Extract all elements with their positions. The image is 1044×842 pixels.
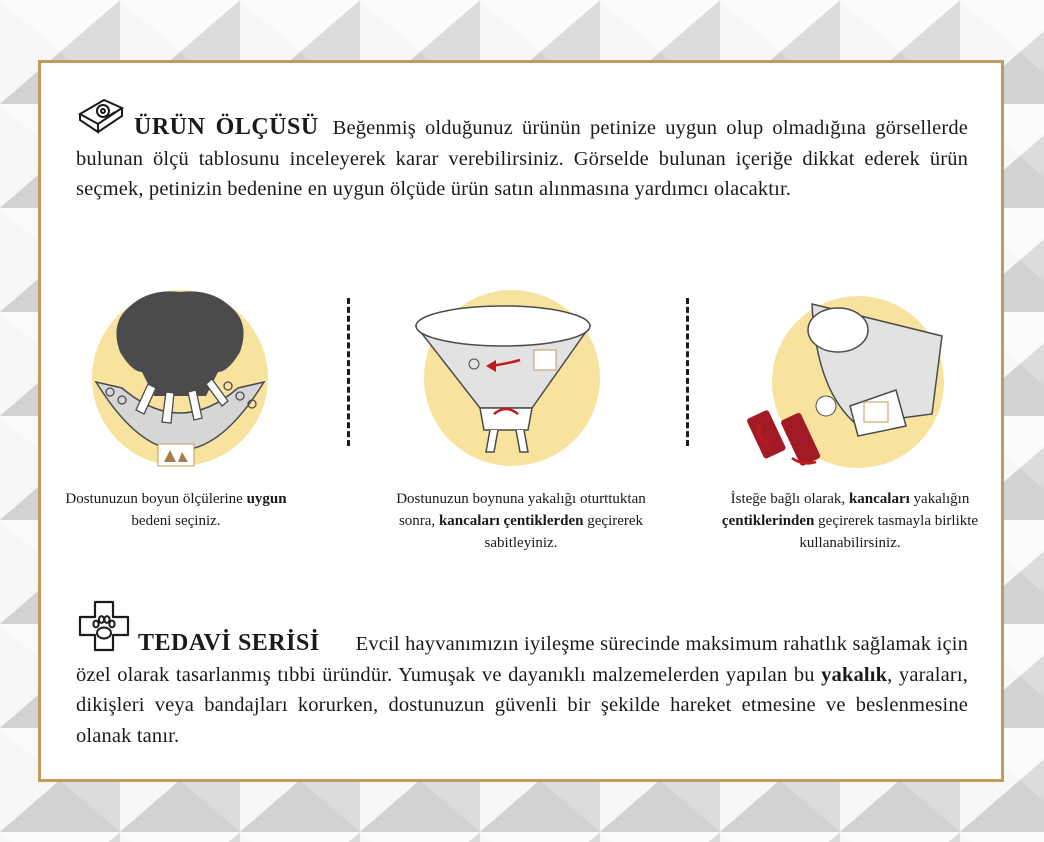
treatment-text-bold: yakalık xyxy=(821,663,888,686)
product-size-paragraph xyxy=(76,112,968,205)
step-1-caption xyxy=(51,488,301,532)
section-heading-urun-olcusu: ÜRÜN ÖLÇÜSÜ xyxy=(134,114,319,140)
step-3-text-end: geçirerek tasmayla birlikte kullanabilirsiniz. xyxy=(799,513,979,551)
step-1-bold: uygun xyxy=(246,491,287,507)
treatment-text-end: , yaraları, dikişleri veya bandajları korurken, dostunuzun güvenli bir şekilde hareket etmesine ve beslenmesine olanak tanır. xyxy=(76,663,968,747)
treatment-text: Evcil hayvanımızın iyileşme sürecinde maksimum rahatlık sağlamak için özel olarak tasarlanmış tıbbi üründür. Yumuşak ve dayanıklı malzemelerden yapılan bu xyxy=(76,633,968,686)
treatment-series-paragraph xyxy=(76,628,968,751)
section-heading-tedavi-serisi: TEDAVİ SERİSİ xyxy=(138,630,320,656)
step-2-text: Dostunuzun boynuna yakalığı oturttuktan sonra, xyxy=(396,491,646,529)
step-3-bold-2: çentiklerinden xyxy=(721,513,815,529)
step-3-caption xyxy=(718,488,982,554)
step-2-caption xyxy=(396,488,646,554)
cone-hooks-illustration xyxy=(410,288,600,468)
step-1-text: Dostunuzun boyun ölçülerine xyxy=(65,491,247,507)
dashed-divider-2 xyxy=(686,298,689,446)
step-3-text-mid: yakalığın xyxy=(909,491,970,507)
cone-with-leash-illustration xyxy=(746,294,946,474)
step-2-text-end: geçirerek sabitleyiniz. xyxy=(484,513,644,551)
step-2-bold: kancaları çentiklerden xyxy=(438,513,584,529)
dog-neck-collar-illustration xyxy=(88,288,268,478)
step-3-bold: kancaları xyxy=(848,491,910,507)
step-3-text: İsteğe bağlı olarak, xyxy=(730,491,849,507)
dashed-divider-1 xyxy=(347,298,350,446)
step-1-text-end: bedeni seçiniz. xyxy=(131,513,221,529)
product-size-text: Beğenmiş olduğunuz ürünün petinize uygun olup olmadığına görsellerde bulunan ölçü tablosunu inceleyerek karar verebilirsiniz. Görselde bulunan içeriğe dikkat ederek ürün seçmek, petinizin bedenine en uygun ölçüde ürün satın alınmasına yardımcı olacaktır. xyxy=(76,117,968,200)
